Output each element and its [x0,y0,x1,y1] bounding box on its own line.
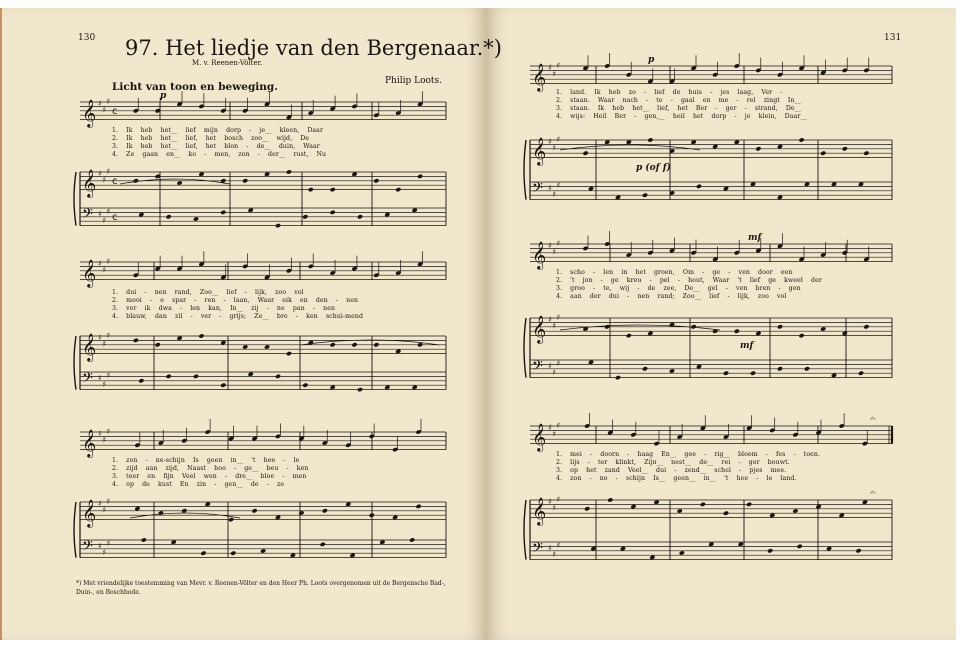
sharp-sign: ♯ [548,543,552,553]
sharp-sign: ♯ [552,321,557,331]
notehead [230,551,236,556]
bass-clef: 𝄢 [82,206,93,226]
lyric-line: 4. wijs: Heil Ber - gen,__ heil het dorp - je klein, Daar__ [556,113,807,120]
lyric-line: 3. groo - te, wij - de zee, De__ gel - ven bren - gen [556,285,801,292]
notehead [373,342,379,347]
sharp-sign: ♯ [106,426,111,436]
sharp-sign: ♯ [556,238,561,248]
notehead [409,537,415,542]
sharp-sign: ♯ [106,371,111,381]
notehead [767,548,773,553]
notehead [417,174,423,179]
sharp-sign: ♯ [556,60,561,70]
notehead [141,537,147,542]
lyric-line: 3. ver ik dwa - len kan, In__ zij - ne pan - nen [112,305,336,312]
sharp-sign: ♯ [552,429,557,439]
treble-clef: 𝄞 [532,137,547,165]
sharp-sign: ♯ [98,499,102,508]
lyric-line: 3. Ik heb het__ lief, het blon - de__ duin, Waar [112,143,320,150]
sharp-sign: ♯ [106,539,111,549]
notehead [755,146,761,151]
dynamic-marking: mf [740,341,754,351]
footnote: *) Met vriendelijke toestemming van Mevr. v. Reenen-Völter en den Heer Ph. Loots overgenomen uit de Bergensche Bad-, Duin-, en Boschbode. [76,580,446,596]
notehead [723,371,729,376]
sharp-sign: ♯ [556,312,561,322]
lyric-line: 2. Ik heb het__ lief, het bosch zoo__ wijd, De [112,135,310,142]
lyric-line: 4. blauw, dan zil - ver - grijs; Ze__ bre - ken schui-mend [112,313,364,320]
sharp-sign: ♯ [548,183,552,193]
sharp-sign: ♯ [98,541,102,551]
notehead [193,374,199,379]
notehead [799,137,805,142]
lyric-line: 1. zon - ne-schijn Is geen in__ 't hee - le [112,457,300,464]
bass-clef: 𝄢 [532,540,543,560]
sharp-sign: ♯ [102,105,107,115]
treble-clef: 𝄞 [82,333,97,361]
sharp-sign: ♯ [98,209,102,219]
sharp-sign: ♯ [556,359,561,369]
sharp-sign: ♯ [548,315,552,324]
notehead [275,374,281,379]
notehead [357,387,363,392]
notehead [746,502,752,507]
notehead [133,178,139,183]
notehead [395,187,401,192]
sharp-sign: ♯ [552,247,557,257]
time-signature: c [112,212,118,223]
notehead [155,342,161,347]
dynamic-marking: p [648,55,655,65]
sharp-sign: ♯ [102,216,107,225]
sharp-sign: ♯ [98,429,102,438]
left-page-number: 130 [78,33,96,43]
sharp-sign: ♯ [552,190,557,199]
fermata: 𝄐 [870,414,876,425]
sharp-sign: ♯ [102,548,107,557]
notehead [166,374,172,379]
bass-clef: 𝄢 [532,180,543,200]
notehead [642,366,648,371]
notehead [286,169,292,174]
sharp-sign: ♯ [552,368,557,377]
sharp-sign: ♯ [552,503,557,513]
sharp-sign: ♯ [556,541,561,551]
treble-clef: 𝄞 [82,169,97,197]
sharp-sign: ♯ [98,259,102,268]
piano-brace [74,172,76,226]
notehead [373,178,379,183]
sharp-sign: ♯ [552,550,557,559]
notehead [330,210,336,215]
notehead [750,371,756,376]
sharp-sign: ♯ [548,423,552,432]
sharp-sign: ♯ [548,63,552,72]
dynamic-marking: p [160,91,167,101]
lyric-line: 2. staan. Waar nach - te - gaal en me - rel zingt In__ [556,97,801,104]
piano-brace [524,140,526,200]
sharp-sign: ♯ [98,99,102,108]
song-title: 97. Het liedje van den Bergenaar.*) [125,36,502,60]
sharp-sign: ♯ [106,256,111,266]
notehead [604,324,610,329]
piano-brace [524,318,526,378]
sharp-sign: ♯ [98,169,102,178]
notehead [647,137,653,142]
sharp-sign: ♯ [106,496,111,506]
notehead [330,187,336,192]
notehead [797,544,803,549]
sharp-sign: ♯ [102,435,107,445]
lyric-line: 2. lijs - ter klinkt, Zijn__ nest__ de__ rei - ger bouwt. [556,459,790,466]
treble-clef: 𝄞 [82,429,97,457]
notehead [777,324,783,329]
sharp-sign: ♯ [556,134,561,144]
bass-clef: 𝄢 [82,538,93,558]
notehead [166,214,172,219]
piano-brace [524,500,526,560]
notehead [696,184,702,189]
lyric-line: 1. mei - doorn - haag En__ gee - rig__ bloem - fes - toen. [556,451,821,458]
notehead [642,193,648,198]
notehead [330,342,336,347]
sharp-sign: ♯ [106,166,111,176]
piano-brace [74,502,76,558]
notehead [820,151,826,156]
sharp-sign: ♯ [552,69,557,79]
treble-clef: 𝄞 [532,315,547,343]
sharp-sign: ♯ [548,497,552,506]
sharp-sign: ♯ [552,143,557,153]
sharp-sign: ♯ [102,265,107,275]
dynamic-marking: p (of f) [636,163,671,173]
notehead [626,333,632,338]
sharp-sign: ♯ [98,333,102,342]
notehead [863,151,869,156]
right-page-number: 131 [884,33,902,43]
sharp-sign: ♯ [556,181,561,191]
treble-clef: 𝄞 [532,241,547,269]
notehead [242,178,248,183]
treble-clef: 𝄞 [532,63,547,91]
notehead [863,324,869,329]
treble-clef: 𝄞 [532,423,547,451]
treble-clef: 𝄞 [532,497,547,525]
sharp-sign: ♯ [548,241,552,250]
tempo-marking: Licht van toon en beweging. [112,81,278,93]
lyric-line: 4. Ze gaan en__ ko - men, zon - der__ rust, Nu [112,151,327,158]
notehead [251,508,257,513]
notehead [734,329,740,334]
notehead [700,502,706,507]
time-signature: c [112,106,118,117]
lyric-line: 1. dui - nen rand, Zoo__ lief - lijk, zoo vol [112,289,304,296]
sharp-sign: ♯ [106,330,111,340]
fermata: 𝄐 [870,488,876,499]
notehead [369,513,375,518]
notehead [615,375,621,380]
lyric-line: 2. mooi - e spar - ren - laan, Waar eik en den - nen [112,297,359,304]
notehead [275,223,281,228]
lyric-line: 4. zon - ne - schijn Is__ geen__ in__ 't hee - le land. [556,475,797,482]
notehead [322,508,328,513]
notehead [198,333,204,338]
notehead [607,497,613,502]
notehead [320,542,326,547]
sharp-sign: ♯ [98,373,102,383]
notehead [220,210,226,215]
notehead [777,366,783,371]
lyric-line: 1. scho - len in het groen, Om - ge - ven door een [556,269,793,276]
lyric-line: 2. zijd aan zijd, Naast hoo - ge__ beu - ken [112,465,309,472]
lyric-line: 4. op de kust En zin - gen__ de - ze [112,481,285,488]
slur [560,145,700,150]
composer-credit: Philip Loots. [385,76,443,86]
notehead [804,366,810,371]
notehead [138,378,144,383]
lyric-line: 1. land. Ik heb zo - lief de huis - jes laag, Ver - [556,89,783,96]
sharp-sign: ♯ [102,380,107,389]
notehead [200,551,206,556]
treble-clef: 𝄞 [82,259,97,287]
dynamic-marking: mf [748,233,762,243]
notehead [302,383,308,388]
notehead [723,511,729,516]
notehead [308,187,314,192]
piano-brace [74,336,76,390]
lyric-line: 3. staan. Ik heb het__ lief, het Ber - ger - strand, De__ [556,105,802,112]
notehead [302,214,308,219]
lyric-line: 1. Ik heb het__ lief mijn dorp - je__ kleen, Daar [112,127,324,134]
notehead [220,383,226,388]
notehead [855,548,861,553]
notehead [415,504,421,509]
lyric-line: 2. 't jon - ge kreu - pel - hout, Waar 't lief ge kweel der [556,277,822,284]
sharp-sign: ♯ [106,207,111,217]
lyric-line: 3. teer en fijn Veel wen - dre__ bloe - men [112,473,307,480]
notehead [583,151,589,156]
sharp-sign: ♯ [556,420,561,430]
notehead [286,351,292,356]
lyric-line: 4. aan der dui - nen rand; Zoo__ lief - lijk, zoo vol [556,293,787,300]
sharp-sign: ♯ [102,175,107,185]
time-signature: c [112,176,118,187]
lyric-line: 3. op het zand Veel__ dui - zend__ schel - pjes mee. [556,467,787,474]
sharp-sign: ♯ [102,339,107,349]
bass-clef: 𝄢 [82,370,93,390]
bass-clef: 𝄢 [532,358,543,378]
sharp-sign: ♯ [556,494,561,504]
notehead [842,146,848,151]
sharp-sign: ♯ [106,96,111,106]
notehead [858,371,864,376]
sharp-sign: ♯ [548,361,552,371]
treble-clef: 𝄞 [82,499,97,527]
notehead [133,338,139,343]
notehead [351,342,357,347]
notehead [357,214,363,219]
sharp-sign: ♯ [102,505,107,515]
treble-clef: 𝄞 [82,99,97,127]
notehead [799,333,805,338]
notehead [584,506,590,511]
sharp-sign: ♯ [548,137,552,146]
lyricist-credit: M. v. Reenen-Völter. [192,59,263,67]
notehead [228,517,234,522]
